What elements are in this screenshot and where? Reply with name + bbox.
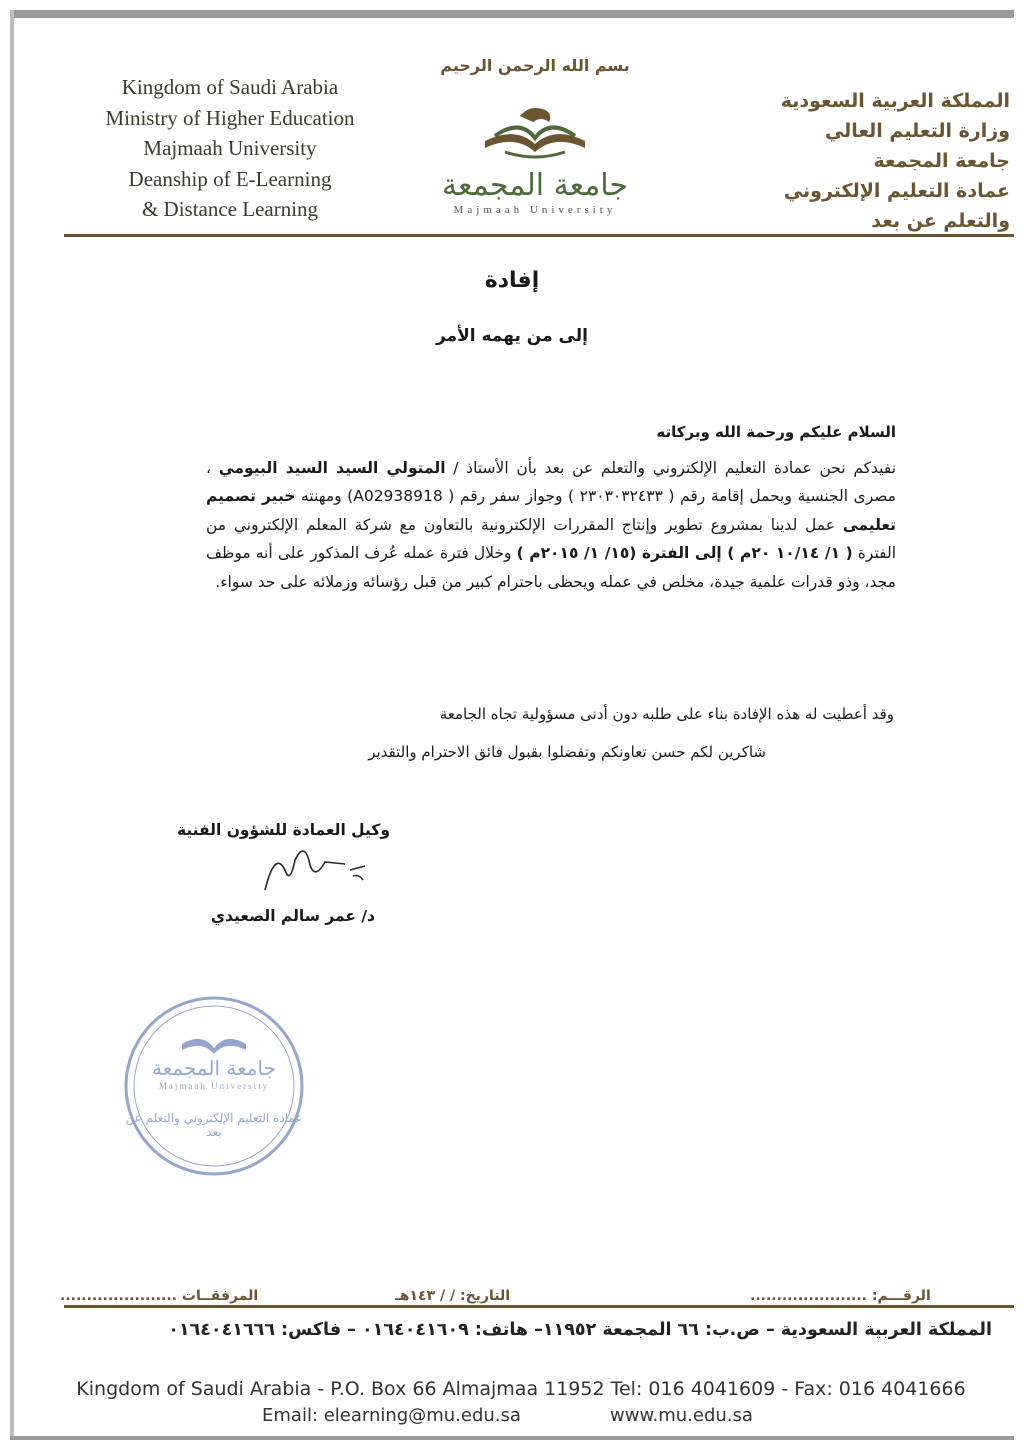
official-stamp — [122, 994, 306, 1178]
greeting: السلام عليكم ورحمة الله وبركاته — [656, 423, 896, 441]
attachments-field: المرفقــات ...................... — [60, 1288, 259, 1304]
document-subtitle: إلى من يهمه الأمر — [436, 326, 588, 346]
logo-english-text: Majmaah University — [453, 204, 617, 216]
letterhead-line: جامعة المجمعة — [873, 150, 1010, 172]
signatory-name: د/ عمر سالم الصعيدي — [210, 907, 375, 925]
footer-english-address: Kingdom of Saudi Arabia - P.O. Box 66 Almajmaa 11952 Tel: 016 4041609 - Fax: 016 4041666 — [76, 1378, 966, 1400]
letterhead-line: & Distance Learning — [141, 197, 319, 221]
body-end: وخلال فترة عمله عُرف المذكور على أنه موظف مجد، وذو قدرات علمية جيدة، مخلص في عمله ويحظى باحترام كبير من قبل رؤسائه وزملائه على حد سواء. — [206, 544, 896, 591]
letterhead-line: Kingdom of Saudi Arabia — [121, 75, 339, 99]
footer-email: Email: elearning@mu.edu.sa — [262, 1405, 521, 1426]
number-field: الرقـــم: ...................... — [750, 1288, 931, 1304]
letterhead-line: والتعلم عن بعد — [871, 210, 1010, 232]
scan-edge-left — [10, 10, 14, 1440]
header-divider — [64, 234, 1014, 237]
closing-thanks: شاكرين لكم حسن تعاونكم وتفضلوا بقبول فائق الاحترام والتقدير — [368, 743, 766, 761]
scan-edge-top — [10, 10, 1014, 18]
closing-statement: وقد أعطيت له هذه الإفادة بناء على طلبه دون أدنى مسؤولية تجاه الجامعة — [439, 705, 894, 723]
handwritten-signature — [255, 840, 375, 900]
stamp-arabic-text: جامعة المجمعة — [152, 1056, 276, 1080]
letterhead-line: Deanship of E-Learning — [128, 166, 332, 191]
footer-website: www.mu.edu.sa — [610, 1405, 753, 1426]
body-intro: نفيدكم نحن عمادة التعليم الإلكتروني والتعلم عن بعد بأن الأستاذ / — [445, 459, 897, 477]
body-mid: ، مصرى الجنسية ويحمل إقامة رقم ( ٢٣٠٣٠٣٢٤٣٣ ) وجواز سفر رقم ( A02938918) ومهنته — [206, 459, 896, 506]
letterhead-english — [70, 72, 390, 225]
document-title: إفادة — [484, 268, 540, 293]
body-rest: عمل لدينا بمشروع تطوير وإنتاج المقررات الإلكترونية بالتعاون مع شركة المعلم الإلكتروني من الفترة — [206, 515, 897, 563]
letterhead-line: وزارة التعليم العالي — [824, 120, 1010, 142]
letterhead-line: عمادة التعليم الإلكتروني — [783, 180, 1010, 202]
letterhead-line: المملكة العربية السعودية — [780, 90, 1010, 112]
job-title: خبير تصميم تعليمى — [206, 487, 896, 534]
book-emblem-icon — [475, 96, 595, 166]
letterhead-arabic — [750, 86, 1010, 236]
footer-divider — [64, 1305, 1014, 1308]
letterhead-line: Ministry of Higher Education — [105, 105, 355, 130]
logo-arabic-text: جامعة المجمعة — [442, 168, 628, 203]
employment-period: ( ١/ ١٠/١٤ ٢٠م ) إلى الفترة (١٥/ ١/ ٢٠١٥م ) — [516, 544, 853, 563]
signatory-title: وكيل العمادة للشؤون الفنية — [176, 821, 390, 839]
body-paragraph — [206, 454, 896, 596]
scan-edge-bottom — [10, 1436, 1014, 1440]
stamp-english-text: Majmaah University — [158, 1081, 270, 1091]
footer-contact — [262, 1405, 782, 1426]
university-logo — [410, 56, 660, 226]
letterhead-line: Majmaah University — [143, 136, 317, 160]
employee-name: المتولي السيد السيد البيومي — [218, 459, 446, 477]
basmala: بسم الله الرحمن الرحيم — [440, 56, 630, 75]
footer-arabic-address: المملكة العربية السعودية – ص.ب: ٦٦ المجمعة ١١٩٥٢– هاتف: ٠١٦٤٠٤١٦٠٩ – فاكس: ٠١٦٤٠٤١٦٦٦ — [168, 1320, 992, 1340]
stamp-dept-text: عمادة التعليم الإلكتروني والتعلم عن بعد — [125, 1111, 303, 1139]
date-field: التاريخ: / / ١٤٣هـ — [395, 1288, 511, 1304]
